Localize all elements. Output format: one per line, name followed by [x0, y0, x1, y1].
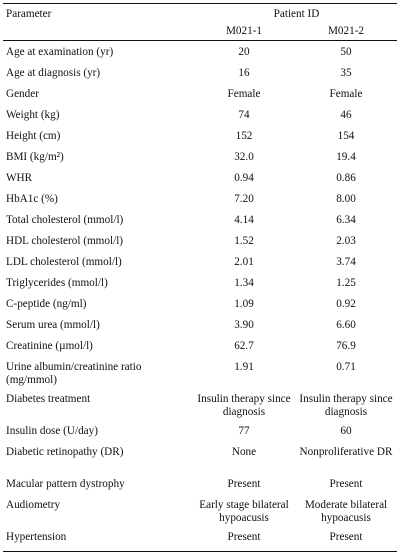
parameter-label: HDL cholesterol (mmol/l)	[6, 235, 124, 247]
parameter-label: Hypertension	[3, 526, 193, 552]
patient-2-value: 0.92	[336, 298, 356, 310]
parameter-label: BMI (kg/m²)	[6, 151, 64, 163]
patient-2-value: 2.03	[336, 235, 356, 247]
table-row	[3, 356, 397, 388]
patient-column-header-1: M021-1	[193, 25, 295, 41]
table-row	[3, 62, 397, 83]
patient-1-value: Insulin therapy since diagnosis	[197, 393, 291, 418]
patient-characteristics-table	[3, 3, 397, 552]
parameter-label: C-peptide (ng/ml)	[6, 298, 87, 310]
header-spacer	[3, 25, 193, 41]
patient-1-value: 1.52	[234, 235, 254, 247]
patient-1-value: 1.09	[234, 298, 254, 310]
table-row	[3, 230, 397, 251]
table-row	[3, 420, 397, 441]
patient-2-value: 8.00	[336, 193, 356, 205]
patient-2-value: 46	[340, 109, 352, 121]
patient-1-value: 2.01	[234, 256, 254, 268]
patient-2-value: 50	[340, 46, 352, 58]
patient-2-value: 35	[340, 67, 352, 79]
patient-2-value: Present	[295, 526, 397, 552]
table-row	[3, 209, 397, 230]
table-body	[3, 41, 397, 552]
patient-2-value: 76.9	[336, 340, 356, 352]
parameter-label: WHR	[6, 172, 33, 184]
table-row	[3, 293, 397, 314]
parameter-label: Diabetes treatment	[6, 393, 91, 405]
parameter-label: Triglycerides (mmol/l)	[6, 277, 108, 289]
parameter-label: LDL cholesterol (mmol/l)	[6, 256, 122, 268]
parameter-label: Serum urea (mmol/l)	[6, 319, 100, 331]
patient-1-value: 4.14	[234, 214, 254, 226]
patient-1-value: 20	[238, 46, 250, 58]
patient-1-value: 74	[238, 109, 250, 121]
parameter-label: Insulin dose (U/day)	[6, 425, 98, 437]
table-header	[3, 4, 397, 41]
table-row	[3, 167, 397, 188]
patient-2-value: 0.86	[336, 172, 356, 184]
patient-1-value: Present	[227, 478, 261, 490]
table-row	[3, 188, 397, 209]
parameter-header: Parameter	[6, 8, 52, 20]
table-row	[3, 251, 397, 272]
parameter-label: Creatinine (µmol/l)	[6, 340, 93, 352]
patient-1-value: Early stage bilateral hypoacusis	[199, 499, 289, 524]
table-row	[3, 526, 397, 552]
parameter-label: Macular pattern dystrophy	[6, 478, 125, 490]
patient-1-value: None	[231, 446, 257, 458]
patient-1-value: Female	[227, 88, 261, 100]
parameter-label: Gender	[6, 88, 39, 100]
patient-1-value: 77	[238, 425, 250, 437]
patient-2-value: 6.60	[336, 319, 356, 331]
table-row	[3, 83, 397, 104]
parameter-label: HbA1c (%)	[6, 193, 58, 205]
table-row	[3, 494, 397, 526]
table-row	[3, 335, 397, 356]
patient-2-value: 60	[340, 425, 352, 437]
patient-2-value: 154	[337, 130, 355, 142]
parameter-label: Urine albumin/creatinine ratio (mg/mmol)	[6, 361, 142, 386]
patient-2-value: 6.34	[336, 214, 356, 226]
table-row	[3, 314, 397, 335]
table-row	[3, 146, 397, 167]
patient-2-value: 19.4	[336, 151, 356, 163]
patient-2-value: 3.74	[336, 256, 356, 268]
parameter-label: Age at diagnosis (yr)	[6, 67, 101, 79]
parameter-label: Diabetic retinopathy (DR)	[6, 446, 124, 458]
patient-1-value: Present	[193, 526, 295, 552]
table-row	[3, 473, 397, 494]
parameter-label: Height (cm)	[6, 130, 61, 142]
table-row	[3, 104, 397, 125]
patient-2-value: Present	[329, 478, 363, 490]
patient-2-value: Moderate bilateral hypoacusis	[304, 499, 388, 524]
patient-1-value: 16	[238, 67, 250, 79]
patient-2-value: Female	[329, 88, 363, 100]
table-row	[3, 41, 397, 63]
patient-1-value: 1.91	[234, 361, 254, 373]
table-row	[3, 441, 397, 473]
parameter-label: Total cholesterol (mmol/l)	[6, 214, 124, 226]
patient-2-value: Insulin therapy since diagnosis	[299, 393, 393, 418]
patient-2-value: Nonproliferative DR	[299, 446, 393, 458]
patient-1-value: 3.90	[234, 319, 254, 331]
patient-1-value: 7.20	[234, 193, 254, 205]
parameter-label: Age at examination (yr)	[6, 46, 114, 58]
patient-1-value: 1.34	[234, 277, 254, 289]
patient-2-value: 0.71	[336, 361, 356, 373]
patient-id-header: Patient ID	[273, 8, 320, 20]
parameter-label: Audiometry	[6, 499, 61, 511]
patient-1-value: 62.7	[234, 340, 254, 352]
parameter-label: Weight (kg)	[6, 109, 60, 121]
patient-1-value: 152	[235, 130, 253, 142]
table-row	[3, 388, 397, 420]
patient-1-value: 0.94	[234, 172, 254, 184]
patient-2-value: 1.25	[336, 277, 356, 289]
table-row	[3, 272, 397, 293]
patient-1-value: 32.0	[234, 151, 254, 163]
patient-column-header-2: M021-2	[295, 25, 397, 41]
table-row	[3, 125, 397, 146]
